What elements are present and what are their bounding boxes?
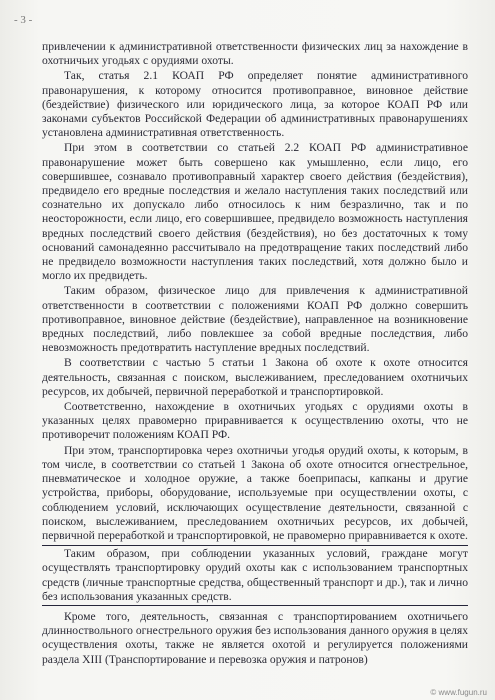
paragraph-4: Таким образом, физическое лицо для привлечения к административной ответственности в соответствии с положениями КОАП РФ должно совершить противоправное, виновное действие (бездействие), направленное на возникновение вредных последствий, либо повлекшее за собой вредные последствия, либо невозможность предотвратить наступление вредных последствий.: [42, 284, 468, 355]
paragraph-7: При этом, транспортировка через охотничьи угодья орудий охоты, к которым, в том числе, в соответствии со статьей 1 Закона об охоте относится огнестрельное, пневматическое и холодное оружие, а также боеприпасы, капканы и другие устройства, приборы, оборудование, используемые при осуществлении охоты, с соблюдением условий, исключающих осуществление деятельности, связанной с поиском, выслеживанием, преследованием охотничьих ресурсов, их добычей, первичной переработкой и транспортировкой, не правомерно приравнивается к охоте.: [42, 443, 468, 542]
site-watermark: © www.fugun.ru: [430, 688, 487, 697]
paragraph-1: привлечении к административной ответственности физических лиц за нахождение в охотничьих угодьях с орудиями охоты.: [42, 40, 468, 68]
paragraph-6: Соответственно, нахождение в охотничьих угодьях с орудиями охоты в указанных целях правомерно приравнивается к осуществлению охоты, что не противоречит положениям КОАП РФ.: [42, 400, 468, 442]
paragraph-3: При этом в соответствии со статьей 2.2 КОАП РФ административное правонарушение может быть совершено как умышленно, если лицо, его совершившее, сознавало противоправный характер своего действия (бездействия), предвидело его вредные последствия и желало наступления таких последствий или сознательно их допускало либо относилось к ним безразлично, так и по неосторожности, если лицо, его совершившее, предвидело возможность наступления вредных последствий своего действия (бездействия), но без достаточных к тому оснований самонадеянно рассчитывало на предотвращение таких последствий либо не предвидело возможности наступления таких последствий, хотя должно было и могло их предвидеть.: [42, 141, 468, 283]
paragraph-5: В соответствии с частью 5 статьи 1 Закона об охоте к охоте относится деятельность, связанная с поиском, выслеживанием, преследованием охотничьих ресурсов, их добычей, первичной переработкой и транспортировкой.: [42, 356, 468, 398]
page-number: - 3 -: [14, 14, 33, 26]
highlighted-paragraph: Таким образом, при соблюдении указанных условий, граждане могут осуществлять транспортировку орудий охоты как с использованием транспортных средств (личные транспортные средства, общественный транспорт и др.), так и лично без использования указанных средств.: [42, 545, 468, 606]
paragraph-2: Так, статья 2.1 КОАП РФ определяет понятие административного правонарушения, к которому относится противоправное, виновное действие (бездействие) физического или юридического лица, за которое КОАП РФ или законами субъектов Российской Федерации об административных правонарушениях установлена административная ответственность.: [42, 69, 468, 140]
paragraph-last: Кроме того, деятельность, связанная с транспортированием охотничьего длинноствольного огнестрельного оружия без использования данного оружия в целях осуществления охоты, также не является охотой и регулируется положениями раздела XIII (Транспортирование и перевозка оружия и патронов): [42, 609, 468, 666]
document-body: [42, 40, 468, 668]
